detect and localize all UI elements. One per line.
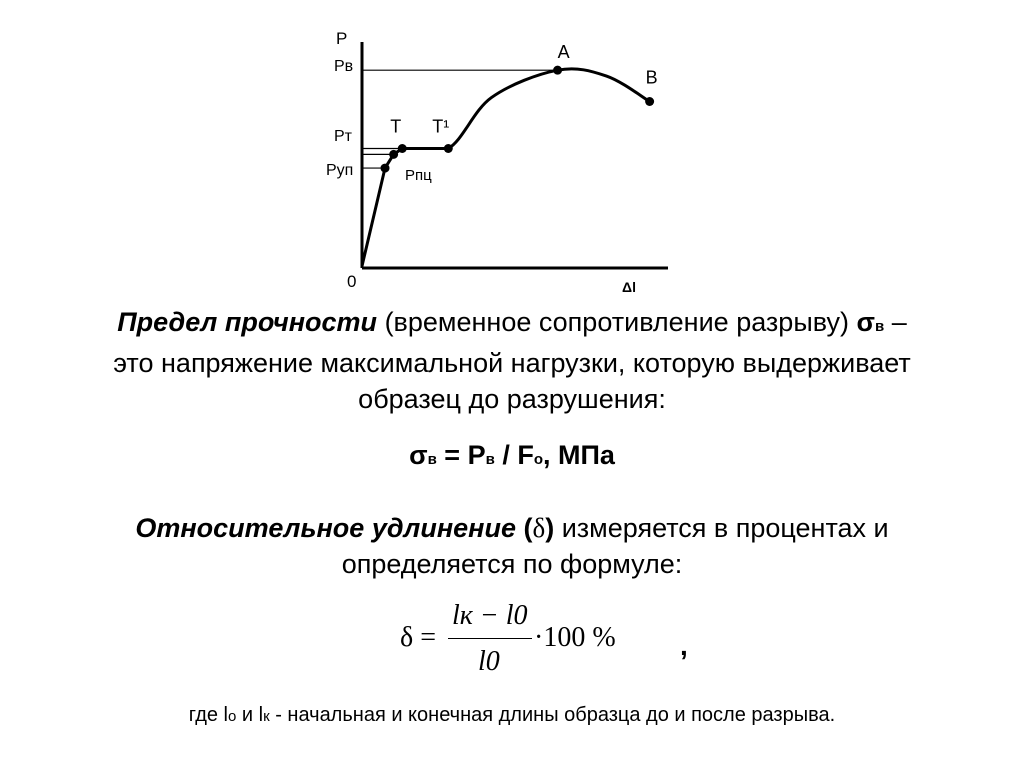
y-tick-label-pup: Pуп — [326, 162, 354, 179]
point-label-3: T¹ — [432, 116, 450, 137]
formula-unit: , МПа — [542, 440, 615, 470]
point-label-2: T — [390, 116, 402, 137]
formula-lhs: δ = — [400, 622, 436, 653]
y-axis-label: P — [336, 29, 348, 48]
formula-p-sub: в — [485, 451, 495, 468]
formula-slash-f: / F — [494, 440, 534, 470]
formula-eq-p: = P — [436, 440, 486, 470]
dash-text: – — [884, 307, 907, 337]
origin-label: 0 — [347, 272, 357, 291]
curve-point-2 — [398, 144, 407, 153]
point-label-4: A — [557, 42, 570, 63]
point-label-5: B — [645, 67, 658, 88]
elongation-definition-text: измеряется в процентах и — [554, 513, 889, 543]
formula-denominator: l0 — [478, 646, 500, 677]
y-tick-label-pt: Pт — [334, 128, 352, 145]
paren-open: ( — [515, 513, 533, 543]
stress-strain-chart — [0, 0, 1024, 300]
formula-elongation — [400, 600, 640, 684]
fraction-bar — [448, 638, 532, 639]
curve-point-3 — [444, 144, 453, 153]
paragraph-elongation — [0, 510, 1024, 582]
sigma-symbol: σ — [856, 307, 875, 337]
footnote-sub-k: к — [263, 708, 270, 725]
x-axis-label: Δl — [622, 279, 636, 295]
paragraph-elongation-line1 — [0, 510, 1024, 546]
curve-point-0 — [381, 164, 390, 173]
point-label-0: Pпц — [405, 167, 432, 185]
paragraph-strength-line2: это напряжение максимальной нагрузки, которую выдерживает — [113, 348, 911, 378]
delta-symbol: δ — [532, 513, 546, 543]
curve-point-4 — [553, 66, 562, 75]
paragraph-strength-line3: образец до разрушения: — [358, 384, 666, 414]
curve-point-1 — [389, 150, 398, 159]
footnote — [0, 704, 1024, 727]
curve-point-5 — [645, 97, 654, 106]
curve-points — [381, 42, 658, 184]
term-relative-elongation: Относительное удлинение — [135, 513, 516, 543]
paragraph-strength — [0, 304, 1024, 417]
paragraph-elongation-line2: определяется по формуле: — [341, 549, 683, 579]
strength-definition-text: (временное сопротивление разрыву) — [377, 307, 857, 337]
formula-comma: , — [680, 630, 688, 661]
footnote-part-c: - начальная и конечная длины образца до и после разрыва. — [269, 704, 836, 726]
footnote-sub-o: о — [228, 708, 237, 725]
formula-multiplier: ·100 % — [534, 622, 616, 653]
sigma-subscript: в — [874, 318, 885, 335]
footnote-part-b: и l — [236, 704, 264, 726]
paragraph-strength-line1 — [0, 304, 1024, 345]
y-tick-label-pb: Pв — [334, 58, 354, 75]
term-strength-limit: Предел прочности — [117, 307, 378, 337]
formula-strength — [0, 437, 1024, 478]
formula-numerator: lк − l0 — [452, 600, 528, 631]
footnote-part-a: где l — [188, 704, 228, 726]
formula-sigma-sub: в — [427, 451, 437, 468]
paren-close: ) — [545, 513, 555, 543]
formula-sigma: σ — [409, 440, 428, 470]
formula-f-sub: о — [533, 451, 543, 468]
